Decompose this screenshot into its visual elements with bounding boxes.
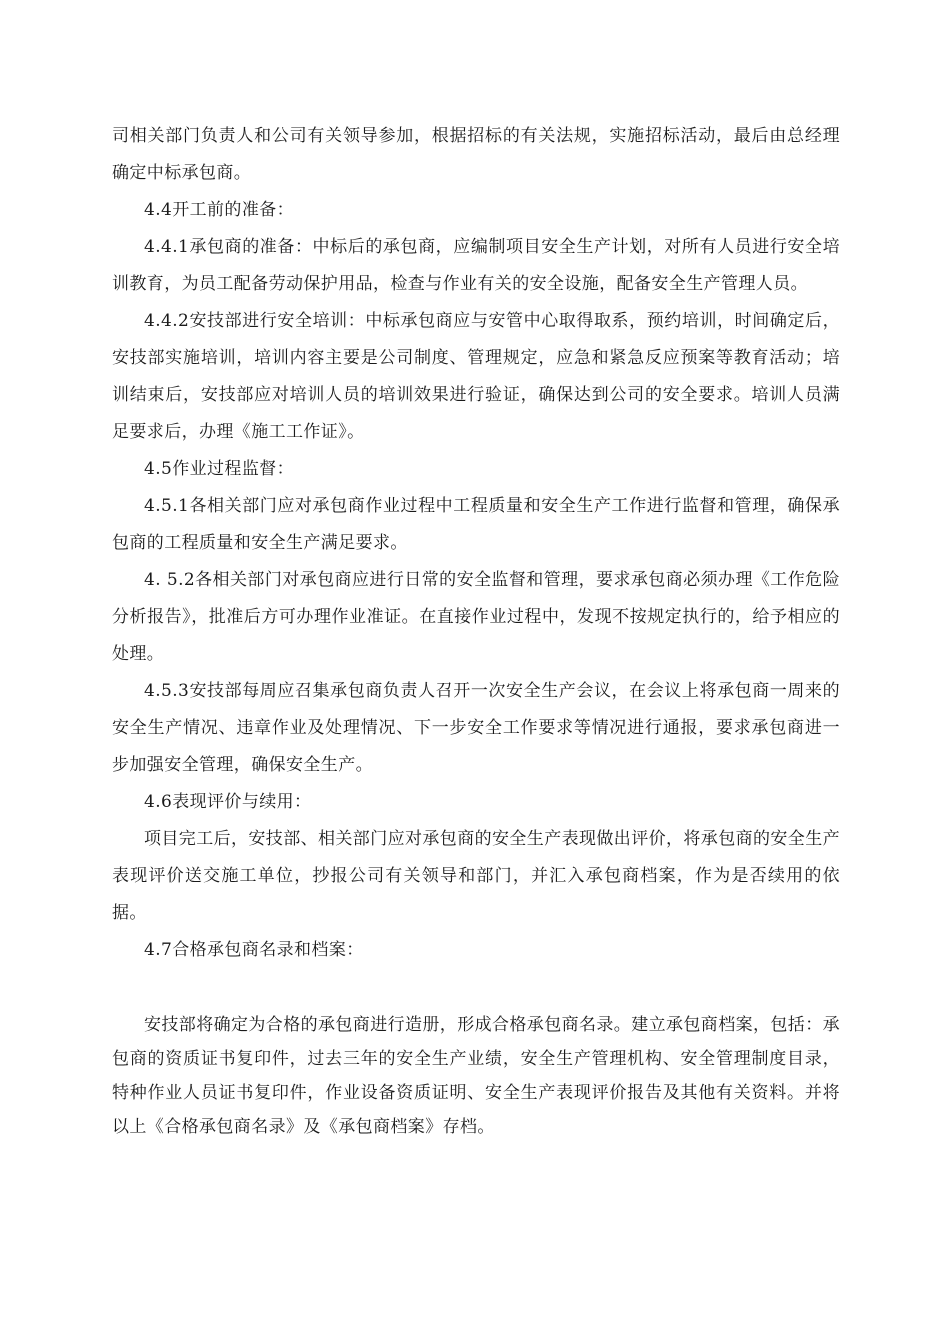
paragraph-4-5-2: 4. 5.2各相关部门对承包商应进行日常的安全监督和管理，要求承包商必须办理《工作危险分析报告》，批准后方可办理作业准证。在直接作业过程中，发现不按规定执行的，给予相应的处理。 [112, 570, 840, 664]
paragraph-4-5-3: 4.5.3安技部每周应召集承包商负责人召开一次安全生产会议，在会议上将承包商一周来的安全生产情况、违章作业及处理情况、下一步安全工作要求等情况进行通报，要求承包商进一步加强安全管理，确保安全生产。 [112, 681, 840, 775]
section-heading-4-4: 4.4开工前的准备： [144, 200, 295, 220]
document-body-lower [112, 1008, 840, 1144]
section-heading-4-6: 4.6表现评价与续用： [144, 792, 312, 812]
section-heading-4-7: 4.7合格承包商名录和档案： [144, 940, 364, 960]
paragraph-continuation: 司相关部门负责人和公司有关领导参加，根据招标的有关法规，实施招标活动，最后由总经理确定中标承包商。 [112, 126, 840, 183]
paragraph-4-6: 项目完工后，安技部、相关部门应对承包商的安全生产表现做出评价，将承包商的安全生产表现评价送交施工单位，抄报公司有关领导和部门，并汇入承包商档案，作为是否续用的依据。 [112, 829, 840, 923]
paragraph-4-7: 安技部将确定为合格的承包商进行造册，形成合格承包商名录。建立承包商档案，包括：承包商的资质证书复印件，过去三年的安全生产业绩，安全生产管理机构、安全管理制度目录，特种作业人员证书复印件，作业设备资质证明、安全生产表现评价报告及其他有关资料。并将以上《合格承包商名录》及《承包商档案》存档。 [112, 1015, 840, 1137]
document-body-main [112, 118, 840, 969]
paragraph-4-5-1: 4.5.1各相关部门应对承包商作业过程中工程质量和安全生产工作进行监督和管理，确保承包商的工程质量和安全生产满足要求。 [112, 496, 840, 553]
paragraph-4-4-1: 4.4.1承包商的准备：中标后的承包商，应编制项目安全生产计划，对所有人员进行安全培训教育，为员工配备劳动保护用品，检查与作业有关的安全设施，配备安全生产管理人员。 [112, 237, 840, 294]
paragraph-4-4-2: 4.4.2安技部进行安全培训：中标承包商应与安管中心取得取系，预约培训，时间确定后，安技部实施培训，培训内容主要是公司制度、管理规定，应急和紧急反应预案等教育活动；培训结束后，安技部应对培训人员的培训效果进行验证，确保达到公司的安全要求。培训人员满足要求后，办理《施工工作证》。 [112, 311, 840, 442]
section-heading-4-5: 4.5作业过程监督： [144, 459, 295, 479]
